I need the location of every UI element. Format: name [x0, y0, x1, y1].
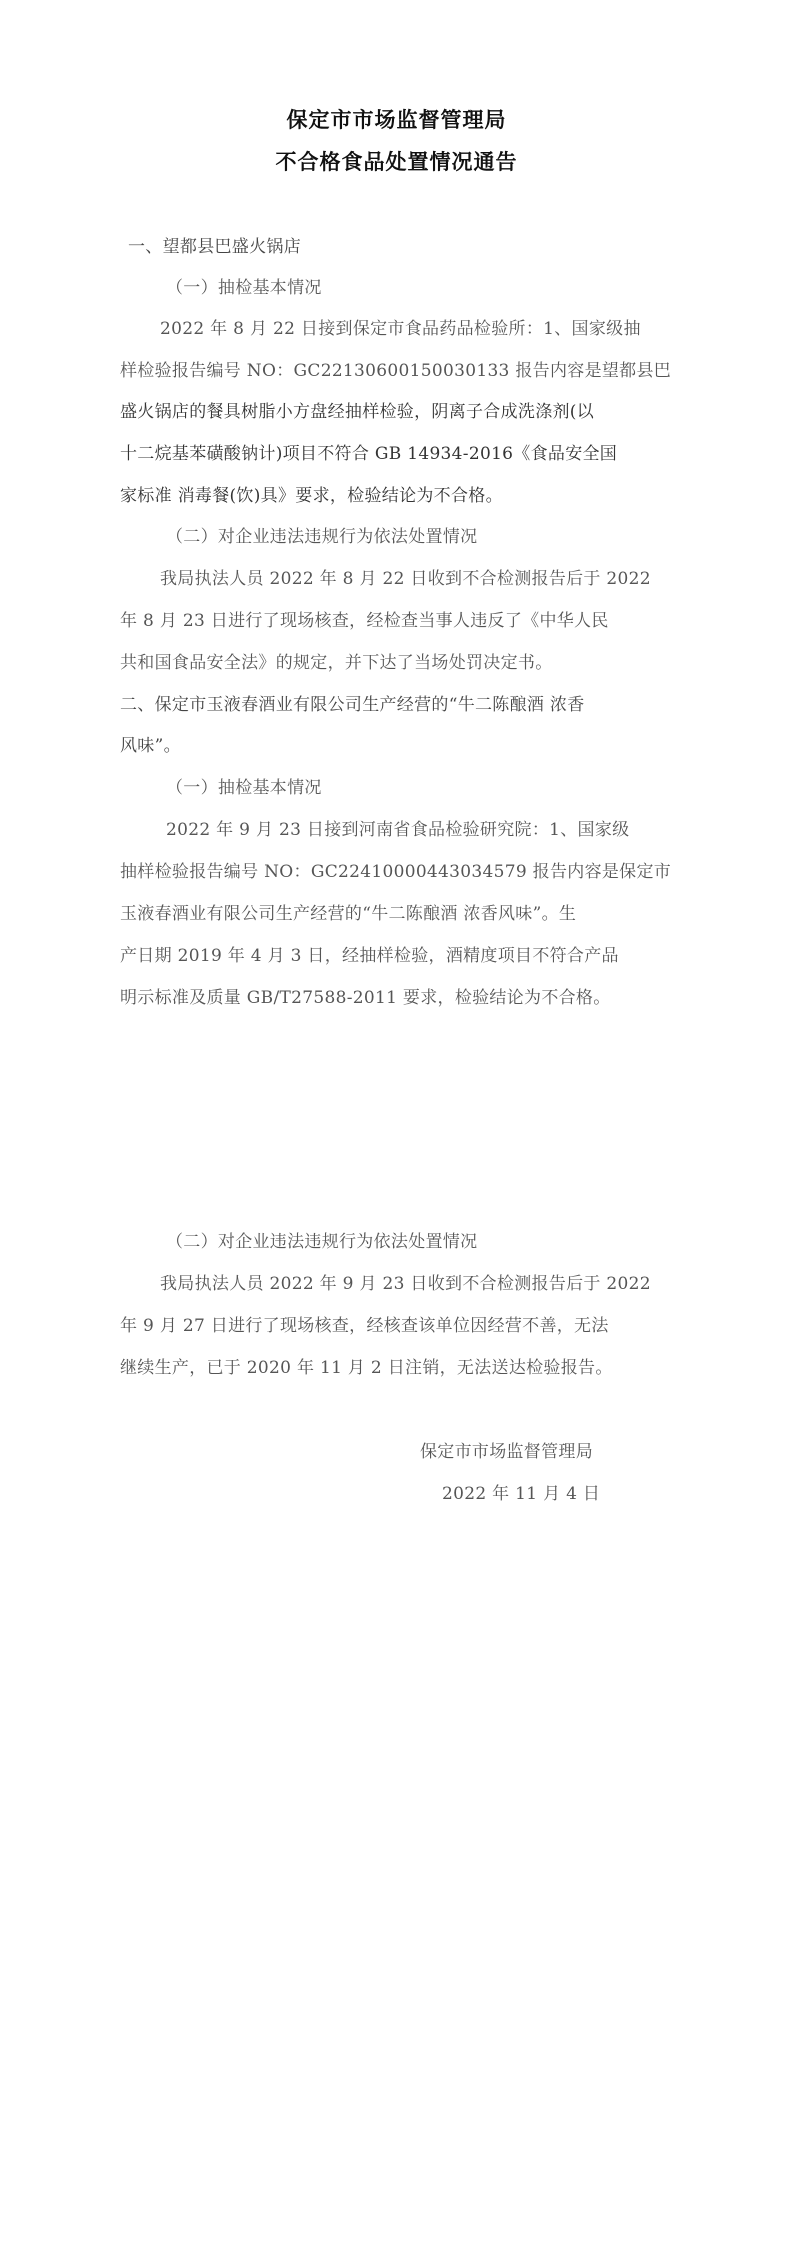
- document-title-line-2: 不合格食品处置情况通告: [275, 150, 518, 174]
- section-2-sub1-line: 玉液春酒业有限公司生产经营的“牛二陈酿酒 浓香风味”。生: [120, 904, 577, 924]
- section-2-sub1-line: 2022 年 9 月 23 日接到河南省食品检验研究院：1、国家级: [166, 820, 630, 840]
- section-2-sub1-line: 明示标准及质量 GB/T27588-2011 要求，检验结论为不合格。: [120, 988, 611, 1008]
- section-2-sub2-heading: （二）对企业违法违规行为依法处置情况: [166, 1232, 478, 1252]
- section-1-sub1-line: 家标准 消毒餐(饮)具》要求，检验结论为不合格。: [120, 486, 503, 506]
- section-1-sub2-heading: （二）对企业违法违规行为依法处置情况: [166, 527, 478, 547]
- section-2-sub2-line: 年 9 月 27 日进行了现场核查，经核查该单位因经营不善，无法: [120, 1316, 609, 1336]
- section-1-sub1-line: 2022 年 8 月 22 日接到保定市食品药品检验所：1、国家级抽: [160, 319, 641, 339]
- section-1-sub2-line: 年 8 月 23 日进行了现场核查，经检查当事人违反了《中华人民: [120, 611, 609, 631]
- section-1-sub1-line: 盛火锅店的餐具树脂小方盘经抽样检验，阴离子合成洗涤剂(以: [120, 402, 595, 422]
- signature-date: 2022 年 11 月 4 日: [442, 1484, 601, 1504]
- section-2-heading-line: 风味”。: [120, 736, 181, 756]
- section-2-heading-line: 二、保定市玉液春酒业有限公司生产经营的“牛二陈酿酒 浓香: [120, 695, 585, 715]
- signature-organization: 保定市市场监督管理局: [420, 1442, 593, 1462]
- section-1-sub2-line: 共和国食品安全法》的规定，并下达了当场处罚决定书。: [120, 653, 553, 673]
- section-2-sub1-line: 抽样检验报告编号 NO：GC22410000443034579 报告内容是保定市: [120, 862, 672, 882]
- section-1-sub1-line: 十二烷基苯磺酸钠计)项目不符合 GB 14934-2016《食品安全国: [120, 444, 618, 464]
- section-1-sub1-heading: （一）抽检基本情况: [166, 278, 322, 298]
- document-title-line-1: 保定市市场监督管理局: [286, 108, 507, 132]
- section-1-sub2-line: 我局执法人员 2022 年 8 月 22 日收到不合检测报告后于 2022: [160, 569, 651, 589]
- section-1-heading: 一、望都县巴盛火锅店: [128, 237, 301, 257]
- section-2-sub1-heading: （一）抽检基本情况: [166, 778, 322, 798]
- section-1-sub1-line: 样检验报告编号 NO：GC22130600150030133 报告内容是望都县巴: [120, 361, 672, 381]
- section-2-sub1-line: 产日期 2019 年 4 月 3 日，经抽样检验，酒精度项目不符合产品: [120, 946, 619, 966]
- section-2-sub2-line: 继续生产，已于 2020 年 11 月 2 日注销，无法送达检验报告。: [120, 1358, 613, 1378]
- section-2-sub2-line: 我局执法人员 2022 年 9 月 23 日收到不合检测报告后于 2022: [160, 1274, 651, 1294]
